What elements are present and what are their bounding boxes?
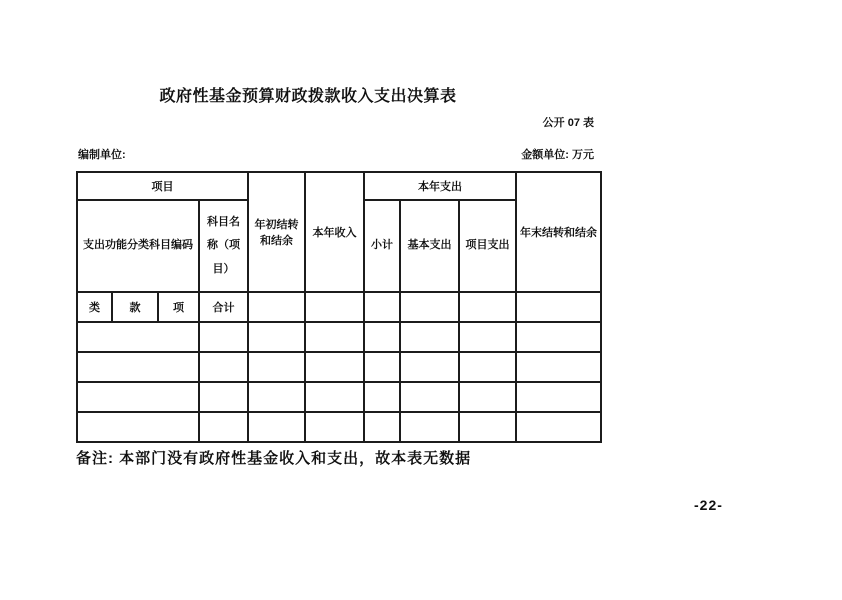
empty-cell bbox=[77, 382, 199, 412]
empty-cell bbox=[199, 382, 248, 412]
empty-cell bbox=[400, 292, 459, 322]
empty-cell bbox=[248, 412, 305, 442]
header-year-end-balance: 年末结转和结余 bbox=[516, 172, 601, 292]
empty-cell bbox=[459, 292, 516, 322]
empty-cell bbox=[400, 382, 459, 412]
empty-cell bbox=[400, 412, 459, 442]
empty-cell bbox=[400, 322, 459, 352]
header-subtotal: 小计 bbox=[364, 200, 400, 292]
table-row bbox=[77, 382, 601, 412]
empty-cell bbox=[364, 412, 400, 442]
document-title: 政府性基金预算财政拨款收入支出决算表 bbox=[159, 88, 457, 105]
empty-cell bbox=[77, 412, 199, 442]
header-current-year-expenditure: 本年支出 bbox=[364, 172, 516, 200]
empty-cell bbox=[459, 352, 516, 382]
empty-cell bbox=[364, 292, 400, 322]
table-row bbox=[77, 412, 601, 442]
header-section: 款 bbox=[112, 292, 158, 322]
empty-cell bbox=[516, 322, 601, 352]
header-current-year-income: 本年收入 bbox=[305, 172, 364, 292]
empty-cell bbox=[77, 322, 199, 352]
empty-cell bbox=[305, 412, 364, 442]
empty-cell bbox=[248, 352, 305, 382]
header-item: 项 bbox=[158, 292, 199, 322]
header-subject-name: 科目名称（项目） bbox=[199, 200, 248, 292]
empty-cell bbox=[305, 292, 364, 322]
header-project: 项目 bbox=[77, 172, 248, 200]
page-number: -22- bbox=[694, 497, 723, 513]
empty-cell bbox=[305, 322, 364, 352]
header-basic-expenditure: 基本支出 bbox=[400, 200, 459, 292]
empty-cell bbox=[199, 352, 248, 382]
empty-cell bbox=[364, 322, 400, 352]
header-expenditure-function-code: 支出功能分类科目编码 bbox=[77, 200, 199, 292]
empty-cell bbox=[516, 292, 601, 322]
empty-cell bbox=[305, 382, 364, 412]
empty-cell bbox=[364, 382, 400, 412]
table-row bbox=[77, 322, 601, 352]
amount-unit-label: 金额单位: 万元 bbox=[521, 149, 594, 161]
empty-cell bbox=[364, 352, 400, 382]
prepared-by-label: 编制单位: bbox=[78, 149, 126, 161]
form-number-label: 公开 07 表 bbox=[542, 117, 594, 129]
note-text: 备注: 本部门没有政府性基金收入和支出，故本表无数据 bbox=[76, 450, 472, 467]
empty-cell bbox=[459, 412, 516, 442]
fund-budget-table bbox=[76, 171, 602, 443]
table-row bbox=[77, 352, 601, 382]
header-project-expenditure: 项目支出 bbox=[459, 200, 516, 292]
empty-cell bbox=[516, 382, 601, 412]
header-beginning-year-balance: 年初结转和结余 bbox=[248, 172, 305, 292]
empty-cell bbox=[248, 292, 305, 322]
empty-cell bbox=[199, 322, 248, 352]
empty-cell bbox=[400, 352, 459, 382]
empty-cell bbox=[516, 412, 601, 442]
empty-cell bbox=[305, 352, 364, 382]
header-total: 合计 bbox=[199, 292, 248, 322]
header-category: 类 bbox=[77, 292, 112, 322]
meta-row bbox=[78, 146, 594, 162]
empty-cell bbox=[459, 382, 516, 412]
empty-cell bbox=[516, 352, 601, 382]
empty-cell bbox=[248, 322, 305, 352]
empty-cell bbox=[199, 412, 248, 442]
empty-cell bbox=[248, 382, 305, 412]
empty-cell bbox=[459, 322, 516, 352]
empty-cell bbox=[77, 352, 199, 382]
